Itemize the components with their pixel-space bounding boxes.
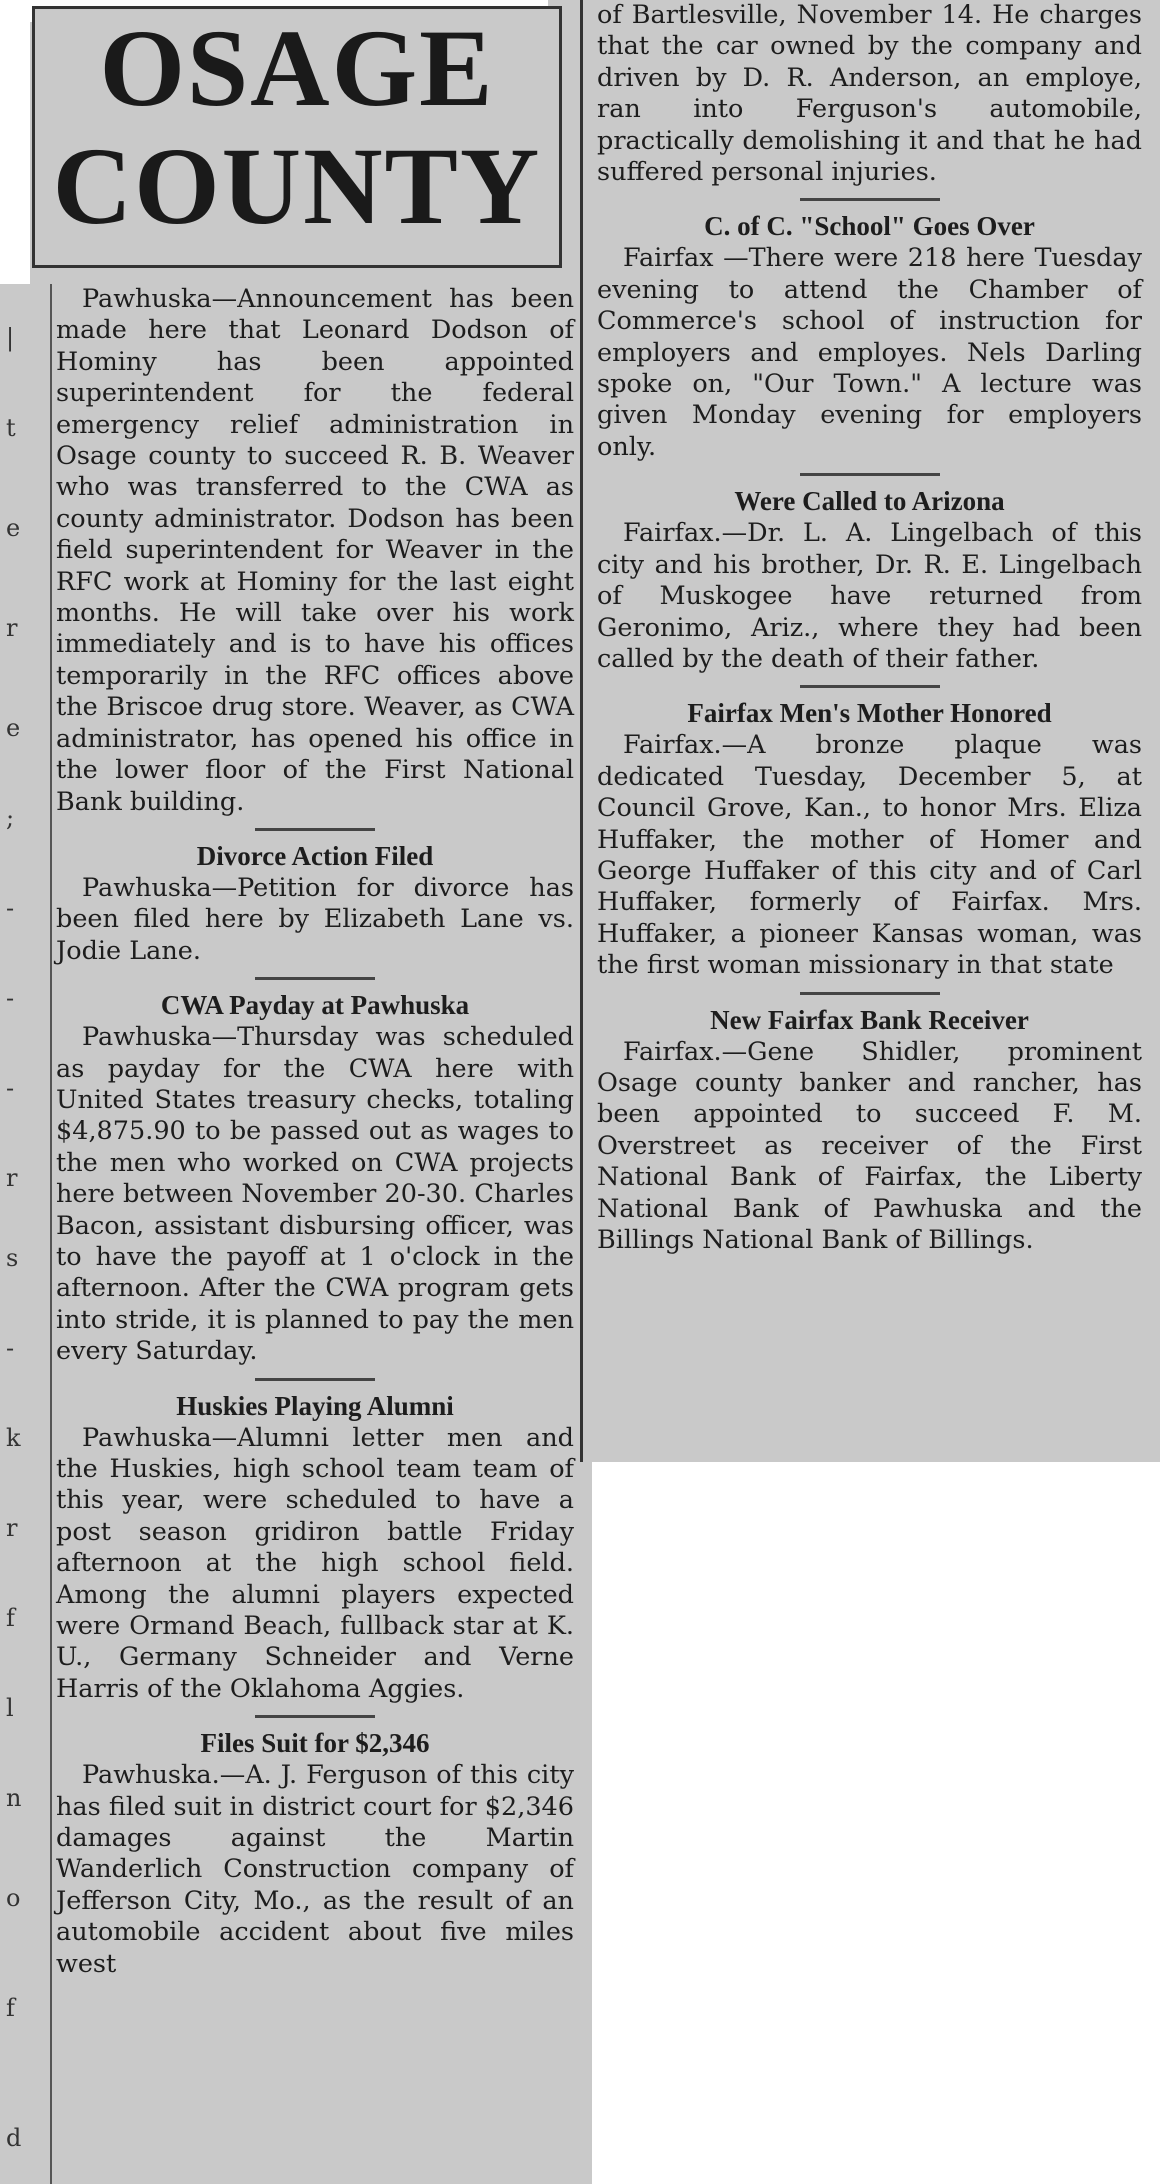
margin-fragment: l [6, 1694, 14, 1722]
margin-fragment: r [6, 1164, 18, 1192]
article-body: Pawhuska—Alumni letter men and the Huskies, high school team team of this year, were scheduled to have a post season gridiron battle Friday afternoon at the high school field. Among the alumni players expected were Ormand Beach, fullback star at K. U., Germany Schneider and Verne Harris of the Oklahoma Aggies. [56, 1422, 574, 1704]
margin-fragment: - [6, 984, 15, 1012]
divider [800, 473, 940, 476]
margin-fragment: e [6, 514, 21, 542]
margin-fragment: r [6, 1514, 18, 1542]
right-column [580, 0, 1160, 1462]
article-headline: New Fairfax Bank Receiver [710, 1004, 1029, 1035]
adjacent-column-edge [0, 284, 52, 2184]
divider [800, 992, 940, 995]
divider [255, 1715, 375, 1718]
margin-fragment: o [6, 1884, 21, 1912]
article-body: Pawhuska—Thursday was scheduled as payday for the CWA here with United States treasury checks, totaling $4,875.90 to be passed out as wages to the men who worked on CWA projects here between November 20-30. Charles Bacon, assistant disbursing officer, was to have the payoff at 1 o'clock in the afternoon. After the CWA program gets into stride, it is planned to pay the men every Saturday. [56, 1022, 574, 1367]
margin-fragment: e [6, 714, 21, 742]
article-headline: Huskies Playing Alumni [176, 1390, 454, 1421]
article-headline: CWA Payday at Pawhuska [160, 990, 470, 1021]
article-body: Pawhuska—Petition for divorce has been filed here by Elizabeth Lane vs. Jodie Lane. [56, 872, 574, 966]
article-body: Fairfax.—A bronze plaque was dedicated Tuesday, December 5, at Council Grove, Kan., to honor Mrs. Eliza Huffaker, the mother of Homer and George Huffaker of this city and of Carl Huffaker, formerly of Fairfax. Mrs. Huffaker, a pioneer Kansas woman, was the first woman missionary in that state [597, 730, 1142, 981]
divider [800, 685, 940, 688]
margin-fragment: k [6, 1424, 21, 1452]
masthead-title-line: COUNTY [52, 125, 542, 247]
article-body: Fairfax.—Gene Shidler, prominent Osage county banker and rancher, has been appointed to succeed F. M. Overstreet as receiver of the First National Bank of Fairfax, the Liberty National Bank of Pawhuska and the Billings National Bank of Billings. [597, 1036, 1142, 1255]
margin-fragment: t [6, 414, 16, 442]
article-headline: Files Suit for $2,346 [200, 1728, 430, 1759]
page-margin [0, 0, 30, 284]
divider [255, 1378, 375, 1381]
margin-fragment: - [6, 894, 15, 922]
margin-fragment: ; [6, 804, 15, 832]
divider [255, 828, 375, 831]
masthead-title-line: OSAGE [99, 7, 495, 129]
article-body-continued: of Bartlesville, November 14. He charges that the car owned by the company and driven by D. R. Anderson, an employe, ran into Ferguson's automobile, practically demolishing it and that he had suffered personal injuries. [597, 0, 1142, 188]
margin-fragment: | [6, 324, 15, 352]
divider [800, 198, 940, 201]
article-body: Pawhuska.—A. J. Ferguson of this city has filed suit in district court for $2,346 damages against the Martin Wanderlich Construction company of Jefferson City, Mo., as the result of an automobile accident about five miles west [56, 1760, 574, 1979]
margin-fragment: f [6, 1994, 15, 2022]
margin-fragment: r [6, 614, 18, 642]
article-headline: Fairfax Men's Mother Honored [687, 698, 1052, 729]
margin-fragment: d [6, 2124, 22, 2152]
article-body: Pawhuska—Announcement has been made here that Leonard Dodson of Hominy has been appointed superintendent for the federal emergency relief administration in Osage county to succeed R. B. Weaver who was transferred to the CWA as county administrator. Dodson has been field superintendent for Weaver in the RFC work at Hominy for the last eight months. He will take over his work immediately and is to have his offices temporarily in the RFC offices above the Briscoe drug store. Weaver, as CWA administrator, has opened his office in the lower floor of the First National Bank building. [56, 284, 574, 817]
article-headline: Divorce Action Filed [196, 840, 434, 871]
margin-fragment: s [6, 1244, 19, 1272]
article-headline: Were Called to Arizona [734, 486, 1005, 517]
margin-fragment: f [6, 1604, 15, 1632]
masthead [32, 6, 562, 268]
article-headline: C. of C. "School" Goes Over [704, 211, 1035, 242]
margin-fragment: n [6, 1784, 22, 1812]
margin-fragment: - [6, 1074, 15, 1102]
article-body: Fairfax —There were 218 here Tuesday evening to attend the Chamber of Commerce's school of instruction for employers and employes. Nels Darling spoke on, "Our Town." A lecture was given Monday evening for employers only. [597, 243, 1142, 462]
divider [255, 977, 375, 980]
article-body: Fairfax.—Dr. L. A. Lingelbach of this city and his brother, Dr. R. E. Lingelbach of Muskogee have returned from Geronimo, Ariz., where they had been called by the death of their father. [597, 518, 1142, 674]
margin-fragment: - [6, 1334, 15, 1362]
